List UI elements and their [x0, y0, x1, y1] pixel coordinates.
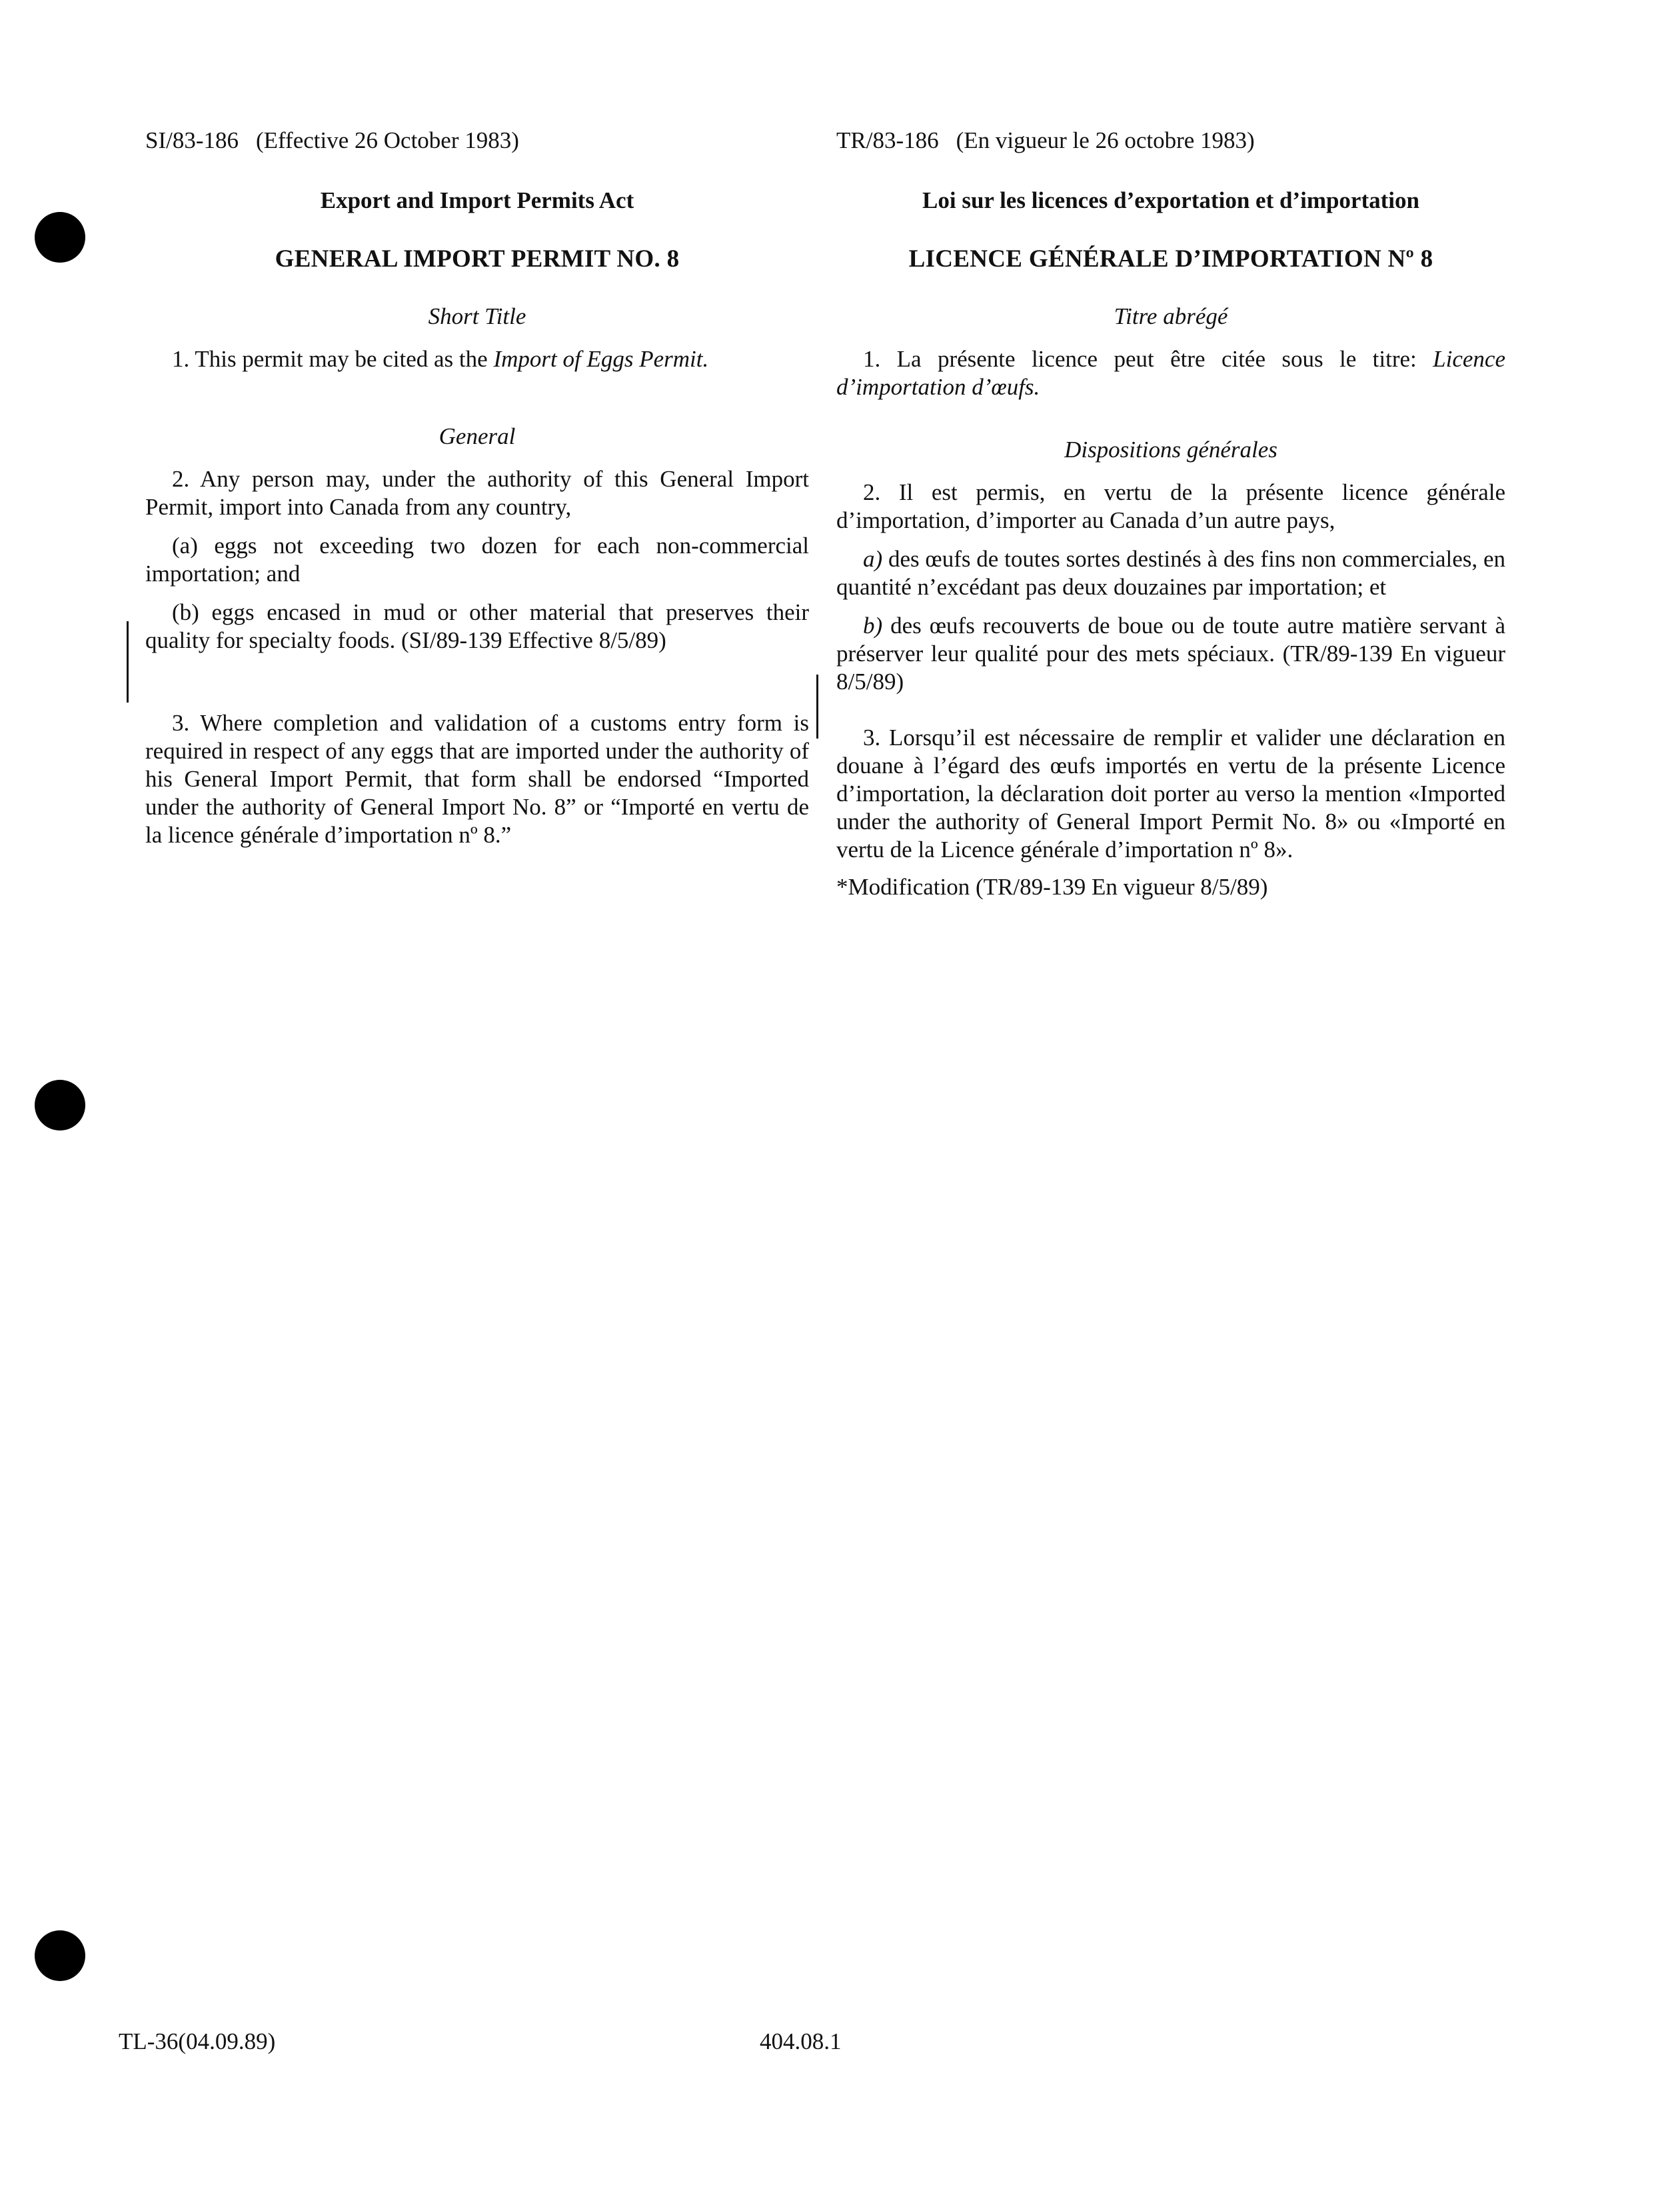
fr-section-2b [836, 612, 1505, 696]
en-general-heading: General [438, 423, 516, 449]
footer-page-number: 404.08.1 [760, 2028, 842, 2054]
fr-permit-title: LICENCE GÉNÉRALE D’IMPORTATION Nº 8 [908, 245, 1433, 273]
fr-section-1 [836, 345, 1505, 401]
fr-short-title-heading: Titre abrégé [1114, 303, 1228, 329]
en-header-code: SI/83-186 [145, 127, 239, 153]
en-section-2: 2. Any person may, under the authority of this General Import Permit, import into Canada from any country, [145, 466, 809, 520]
en-section-2b-text: eggs encased in mud or other material that preserves their quality for specialty foods. (SI/89-139 Effective 8/5/89) [145, 599, 809, 653]
en-section-2b [145, 599, 809, 655]
en-header-effective: (Effective 26 October 1983) [256, 127, 519, 153]
en-permit-title: GENERAL IMPORT PERMIT NO. 8 [275, 245, 680, 273]
fr-header-code: TR/83-186 [836, 127, 939, 153]
en-header [145, 127, 809, 155]
en-section-1-title: Import of Eggs Permit. [493, 346, 709, 372]
punch-hole-bottom [35, 1930, 85, 1981]
fr-section-1-text: 1. La présente licence peut être citée sous le titre: [863, 346, 1433, 372]
footer-left-code: TL-36(04.09.89) [119, 2028, 276, 2054]
en-amendment-bar [127, 621, 129, 703]
en-section-3: 3. Where completion and validation of a customs entry form is required in respect of any eggs that are imported under the authority of his General Import Permit, that form shall be endorsed “Imported under the authority of General Import No. 8” or “Importé en vertu de la licence générale d’importation nº 8.” [145, 710, 809, 848]
fr-header [836, 127, 1505, 155]
en-short-title-heading: Short Title [428, 303, 526, 329]
french-column [836, 127, 1505, 901]
en-section-1 [145, 345, 809, 373]
fr-section-2a [836, 545, 1505, 601]
en-section-1-text: 1. This permit may be cited as the [172, 346, 494, 372]
fr-amendment-bar [816, 675, 818, 739]
fr-section-2a-text: des œufs de toutes sortes destinés à des fins non commerciales, en quantité n’excédant pas deux douzaines par importation; et [836, 546, 1505, 600]
fr-act-title: Loi sur les licences d’exportation et d’importation [922, 187, 1419, 213]
fr-general-heading: Dispositions générales [1064, 437, 1277, 463]
en-section-2a-text: eggs not exceeding two dozen for each non-commercial importation; and [145, 533, 809, 587]
punch-hole-middle [35, 1080, 85, 1130]
english-column [145, 127, 809, 849]
punch-hole-top [35, 212, 85, 263]
fr-amendment-note: *Modification (TR/89-139 En vigueur 8/5/89) [836, 874, 1268, 900]
en-section-2b-label: (b) [172, 599, 199, 625]
en-section-2a [145, 532, 809, 588]
fr-header-effective: (En vigueur le 26 octobre 1983) [956, 127, 1255, 153]
fr-section-1-title: Licence d’importation d’œufs. [836, 346, 1505, 400]
fr-section-2: 2. Il est permis, en vertu de la présente licence générale d’importation, d’importer au Canada d’un autre pays, [836, 479, 1505, 533]
fr-section-3: 3. Lorsqu’il est nécessaire de remplir et valider une déclaration en douane à l’égard des œufs importés en vertu de la présente Licence d’importation, la déclaration doit porter au verso la mention «Imported under the authority of General Import Permit No. 8» ou «Importé en vertu de la Licence générale d’importation nº 8». [836, 725, 1505, 863]
fr-section-2b-label: b) [863, 613, 883, 639]
en-section-2a-label: (a) [172, 533, 198, 559]
fr-section-2a-label: a) [863, 546, 883, 572]
fr-section-2b-text: des œufs recouverts de boue ou de toute autre matière servant à préserver leur qualité pour des mets spéciaux. (TR/89-139 En vigueur 8/5/89) [836, 613, 1505, 695]
en-act-title: Export and Import Permits Act [320, 187, 634, 213]
